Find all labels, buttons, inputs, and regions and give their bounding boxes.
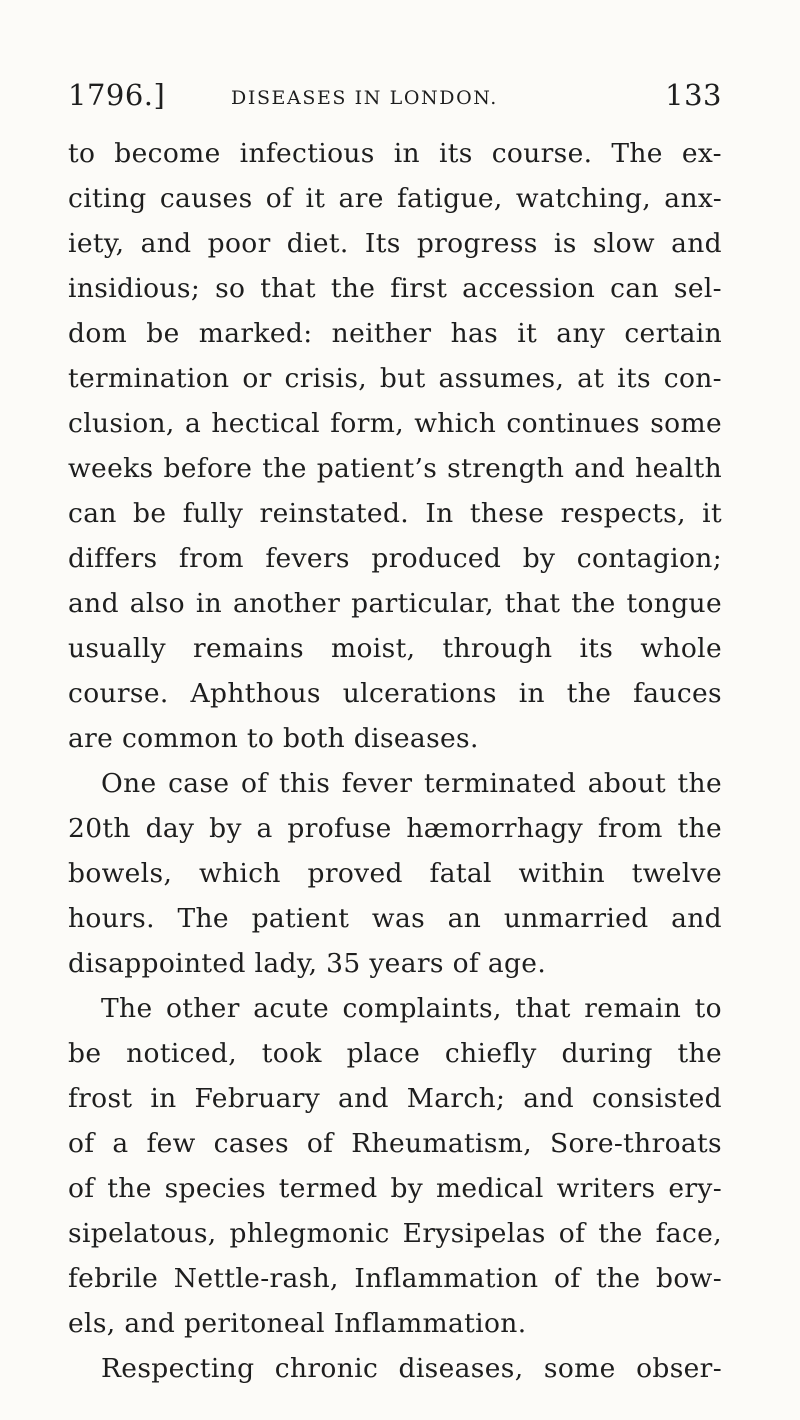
text-line: weeks before the patient’s strength and health (68, 453, 722, 484)
text-line: usually remains moist, through its whole (68, 633, 722, 664)
text-line: bowels, which proved fatal within twelve (68, 858, 722, 889)
text-line: are common to both diseases. (68, 723, 479, 754)
text-line: citing causes of it are fatigue, watching, anx- (68, 183, 722, 214)
text-line: be noticed, took place chiefly during the (68, 1038, 722, 1069)
running-head (68, 78, 722, 118)
text-line: clusion, a hectical form, which continues some (68, 408, 722, 439)
text-line: to become infectious in its course. The ex- (68, 138, 722, 169)
running-head-year: 1796.] (68, 78, 166, 112)
running-head-title: DISEASES IN LONDON. (231, 87, 498, 109)
text-line: course. Aphthous ulcerations in the fauces (68, 678, 722, 709)
text-line: els, and peritoneal Inflammation. (68, 1308, 527, 1339)
text-line: Respecting chronic diseases, some obser- (101, 1353, 722, 1384)
text-line: differs from fevers produced by contagion; (68, 543, 722, 574)
body-text (68, 131, 722, 1391)
text-line: sipelatous, phlegmonic Erysipelas of the face, (68, 1218, 722, 1249)
text-line: febrile Nettle-rash, Inflammation of the bow- (68, 1263, 722, 1294)
text-line: 20th day by a profuse hæmorrhagy from the (68, 813, 722, 844)
page-number: 133 (665, 78, 722, 112)
text-line: dom be marked: neither has it any certain (68, 318, 722, 349)
text-line: One case of this fever terminated about the (101, 768, 722, 799)
text-line: of the species termed by medical writers ery- (68, 1173, 722, 1204)
text-line: insidious; so that the first accession can sel- (68, 273, 722, 304)
text-line: of a few cases of Rheumatism, Sore-throats (68, 1128, 722, 1159)
text-line: termination or crisis, but assumes, at its con- (68, 363, 722, 394)
text-line: and also in another particular, that the tongue (68, 588, 722, 619)
text-line: disappointed lady, 35 years of age. (68, 948, 547, 979)
text-line: The other acute complaints, that remain to (101, 993, 722, 1024)
text-line: can be fully reinstated. In these respects, it (68, 498, 722, 529)
text-line: hours. The patient was an unmarried and (68, 903, 722, 934)
text-line: iety, and poor diet. Its progress is slow and (68, 228, 722, 259)
text-line: frost in February and March; and consisted (68, 1083, 722, 1114)
